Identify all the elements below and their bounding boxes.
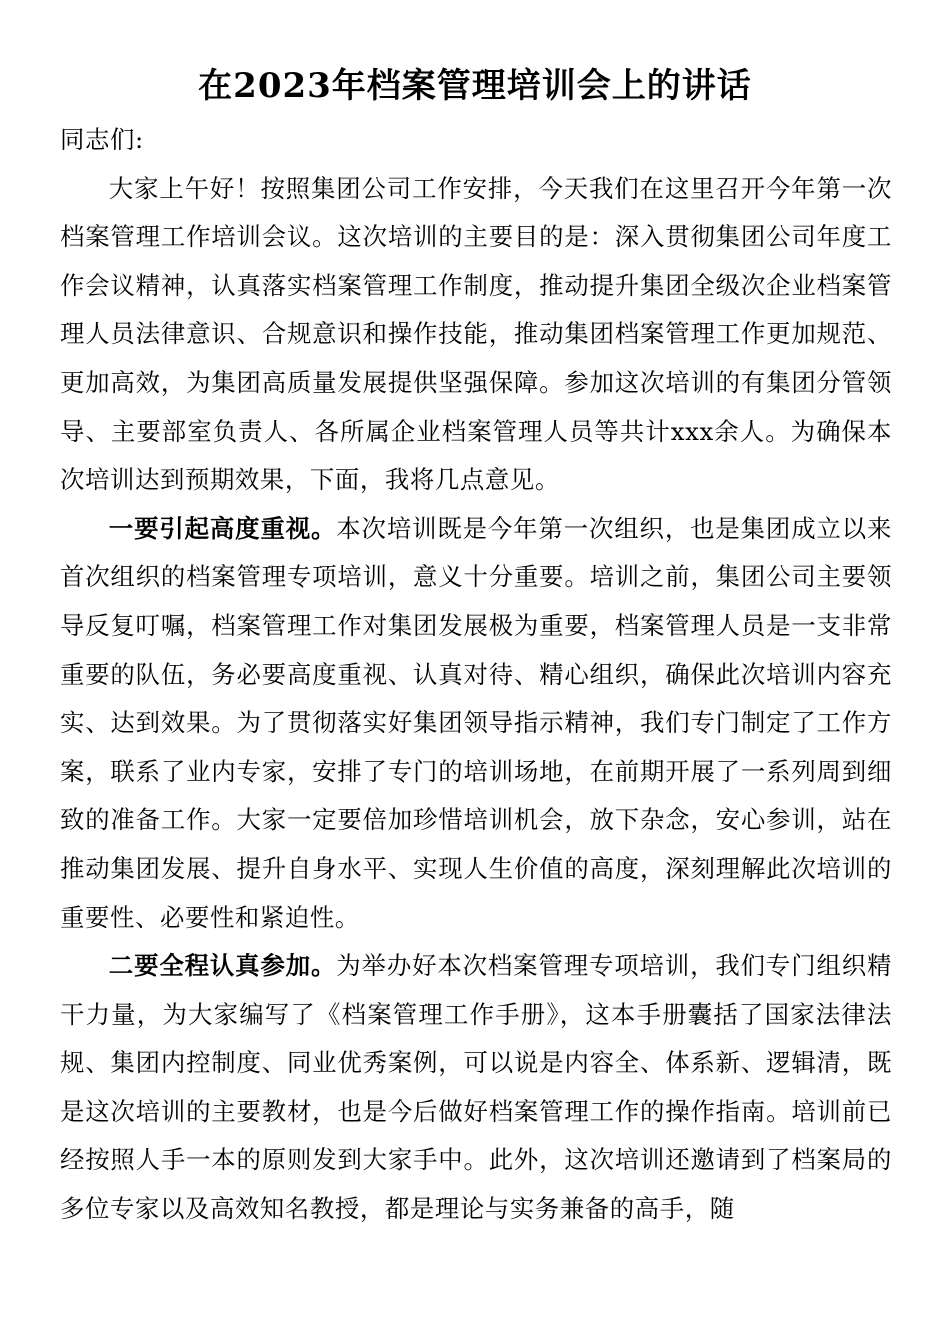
- document-body: [60, 116, 892, 1234]
- paragraph-point-one: [60, 505, 892, 942]
- salutation: 同志们:: [60, 125, 144, 154]
- paragraph-point-two: [60, 942, 892, 1234]
- document-title: 在2023年档案管理培训会上的讲话: [198, 66, 752, 106]
- paragraph-text: 本次培训既是今年第一次组织，也是集团成立以来首次组织的档案管理专项培训，意义十分重要。培训之前，集团公司主要领导反复叮嘱，档案管理工作对集团发展极为重要，档案管理人员是一支非常重要的队伍，务必要高度重视、认真对待、精心组织，确保此次培训内容充实、达到效果。为了贯彻落实好集团领导指示精神，我们专门制定了工作方案，联系了业内专家，安排了专门的培训场地，在前期开展了一系列周到细致的准备工作。大家一定要倍加珍惜培训机会，放下杂念，安心参训，站在推动集团发展、提升自身水平、实现人生价值的高度，深刻理解此次培训的重要性、必要性和紧迫性。: [60, 513, 892, 932]
- paragraph-text: 为举办好本次档案管理专项培训，我们专门组织精干力量，为大家编写了《档案管理工作手册》，这本手册囊括了国家法律法规、集团内控制度、同业优秀案例，可以说是内容全、体系新、逻辑清，既是这次培训的主要教材，也是今后做好档案管理工作的操作指南。培训前已经按照人手一本的原则发到大家手中。此外，这次培训还邀请到了档案局的多位专家以及高效知名教授，都是理论与实务兼备的高手，随: [60, 951, 892, 1224]
- paragraph-text: 大家上午好！按照集团公司工作安排，今天我们在这里召开今年第一次档案管理工作培训会议。这次培训的主要目的是：深入贯彻集团公司年度工作会议精神，认真落实档案管理工作制度，推动提升集团全级次企业档案管理人员法律意识、合规意识和操作技能，推动集团档案管理工作更加规范、更加高效，为集团高质量发展提供坚强保障。参加这次培训的有集团分管领导、主要部室负责人、各所属企业档案管理人员等共计xxx余人。为确保本次培训达到预期效果，下面，我将几点意见。: [60, 173, 892, 495]
- paragraph-lead: 二要全程认真参加。: [108, 951, 337, 981]
- paragraph-lead: 一要引起高度重视。: [108, 513, 337, 543]
- paragraph-opening: [60, 165, 892, 505]
